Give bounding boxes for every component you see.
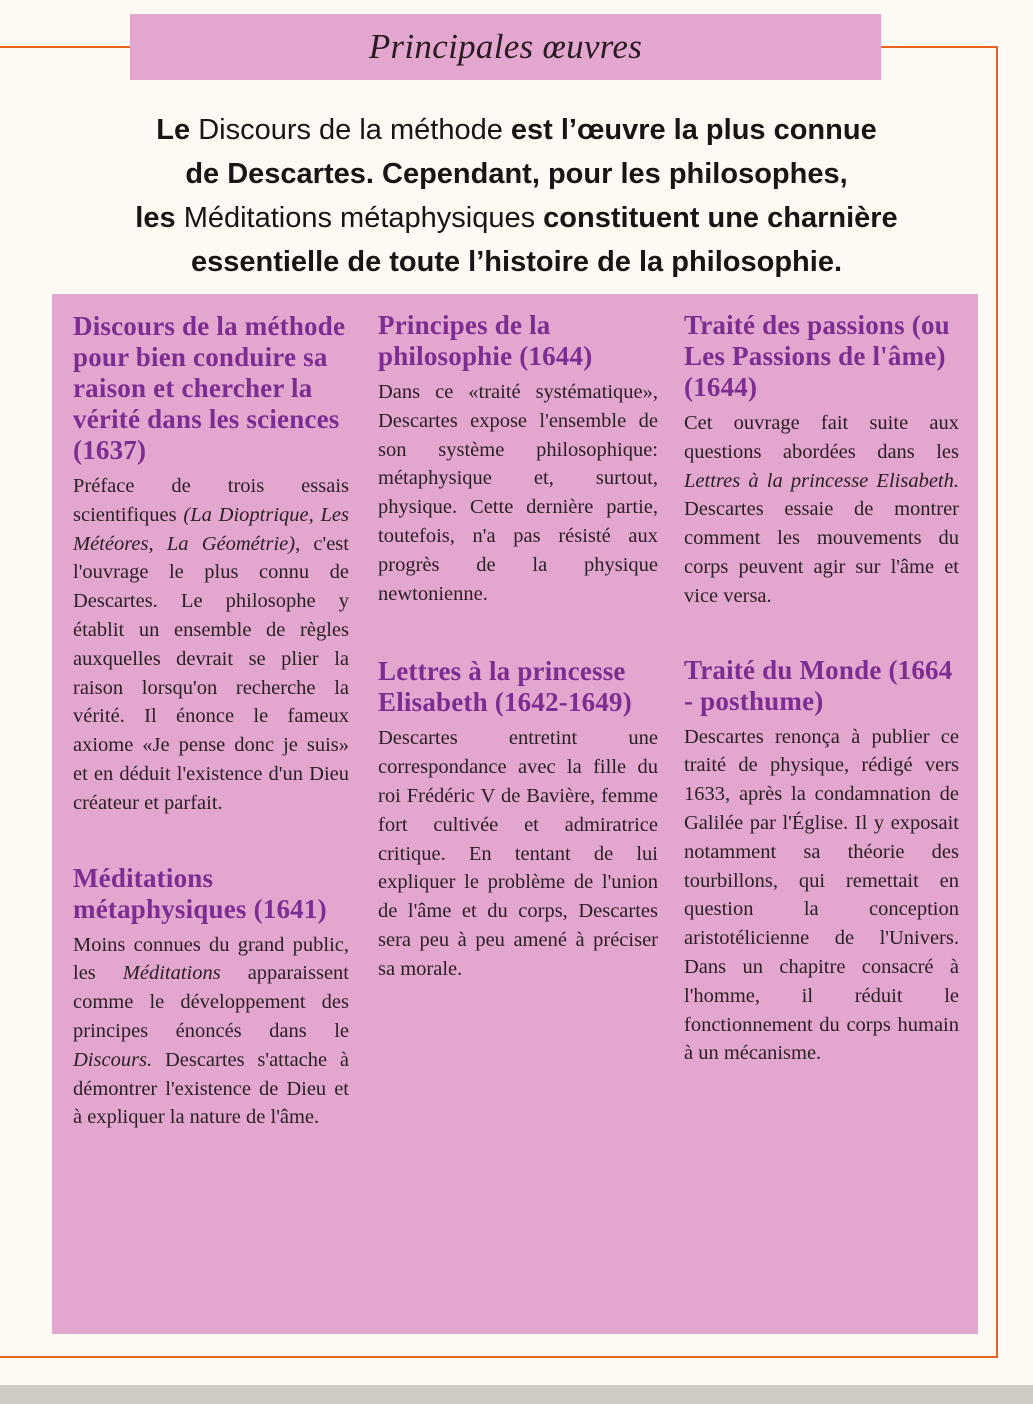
section-title: Traité des passions (ou Les Passions de l'âme) (1644): [684, 310, 950, 402]
section-title: Méditations métaphysiques (1641): [73, 862, 327, 924]
column-1: [73, 294, 349, 1132]
section-title: Discours de la méthode pour bien conduire sa raison et chercher la vérité dans les sciences (1637): [73, 311, 346, 465]
intro-line-1: [60, 108, 973, 152]
section-title: Lettres à la princesse Elisabeth (1642-1649): [378, 656, 632, 718]
intro-line-2: [60, 152, 973, 196]
section-body: Préface de trois essais scientifiques (La Dioptrique, Les Météores, La Géométrie), c'est l'ouvrage le plus connu de Descartes. Le philosophe y établit un ensemble de règles auxquelles devrait se plier la raison lorsqu'on recherche la vérité. Il énonce le fameux axiome «Je pense donc je suis» et en déduit l'existence d'un Dieu créateur et parfait.: [73, 475, 349, 814]
frame-line-top-right: [880, 46, 998, 48]
section-body: Moins connues du grand public, les Méditations apparaissent comme le développement des principes énoncés dans le Discours. Descartes s'attache à démontrer l'existence de Dieu et à expliquer la nature de l'âme.: [73, 933, 350, 1129]
column-2: [378, 294, 658, 984]
section-body: Dans ce «traité systématique», Descartes expose l'ensemble de son système philosophique: métaphysique et, surtout, physique. Cette dernière partie, toutefois, n'a pas résisté aux progrès de la physique newtonienne.: [378, 381, 658, 605]
intro-text: les: [135, 202, 176, 234]
intro-line-3: [60, 196, 973, 240]
column-3: [684, 294, 959, 1068]
section-meditations: [73, 863, 349, 1133]
page-title: Principales œuvres: [368, 27, 643, 66]
section-title: Traité du Monde (1664 - posthume): [684, 654, 953, 716]
intro-text: constituent une charnière: [543, 202, 898, 234]
intro-work-title: Discours de la méthode: [198, 114, 503, 146]
frame-line-bottom: [0, 1356, 998, 1358]
section-body: Descartes entretint une correspondance avec la fille du roi Frédéric V de Bavière, femme fort cultivée et admiratrice critique. En tentant de lui expliquer le problème de l'union de l'âme et du corps, Descartes sera peu à peu amené à préciser sa morale.: [378, 727, 658, 980]
works-panel: [52, 294, 978, 1334]
section-passions: [684, 310, 959, 611]
bottom-strip: [0, 1385, 1033, 1404]
frame-line-top-left: [0, 46, 135, 48]
intro-text: Le: [156, 114, 191, 146]
section-body: Descartes renonça à publier ce traité de physique, rédigé vers 1633, après la condamnation de Galilée par l'Église. Il y exposait notamment sa théorie des tourbillons, qui remettait en question la conception aristotélicienne de l'Univers. Dans un chapitre consacré à l'homme, il réduit le fonctionnement du corps humain à un mécanisme.: [684, 725, 959, 1065]
intro-line-4: [60, 240, 973, 284]
section-title: Principes de la philosophie (1644): [378, 310, 593, 371]
section-principes: [378, 310, 658, 608]
intro-text: de Descartes. Cependant, pour les philosophes,: [185, 158, 848, 190]
title-band: [130, 14, 881, 80]
intro-text: est l’œuvre la plus connue: [510, 114, 877, 146]
section-lettres: [378, 656, 658, 983]
section-discours: [73, 311, 349, 818]
section-body: Cet ouvrage fait suite aux questions abordées dans les Lettres à la princesse Elisabeth. Descartes essaie de montrer comment les mouvements du corps peuvent agir sur l'âme et vice versa.: [684, 412, 959, 607]
intro-text: essentielle de toute l’histoire de la philosophie.: [190, 246, 843, 278]
frame-line-right: [996, 46, 998, 1358]
intro-paragraph: [60, 108, 973, 284]
intro-work-title: Méditations métaphysiques: [183, 202, 536, 234]
section-monde: [684, 655, 959, 1069]
